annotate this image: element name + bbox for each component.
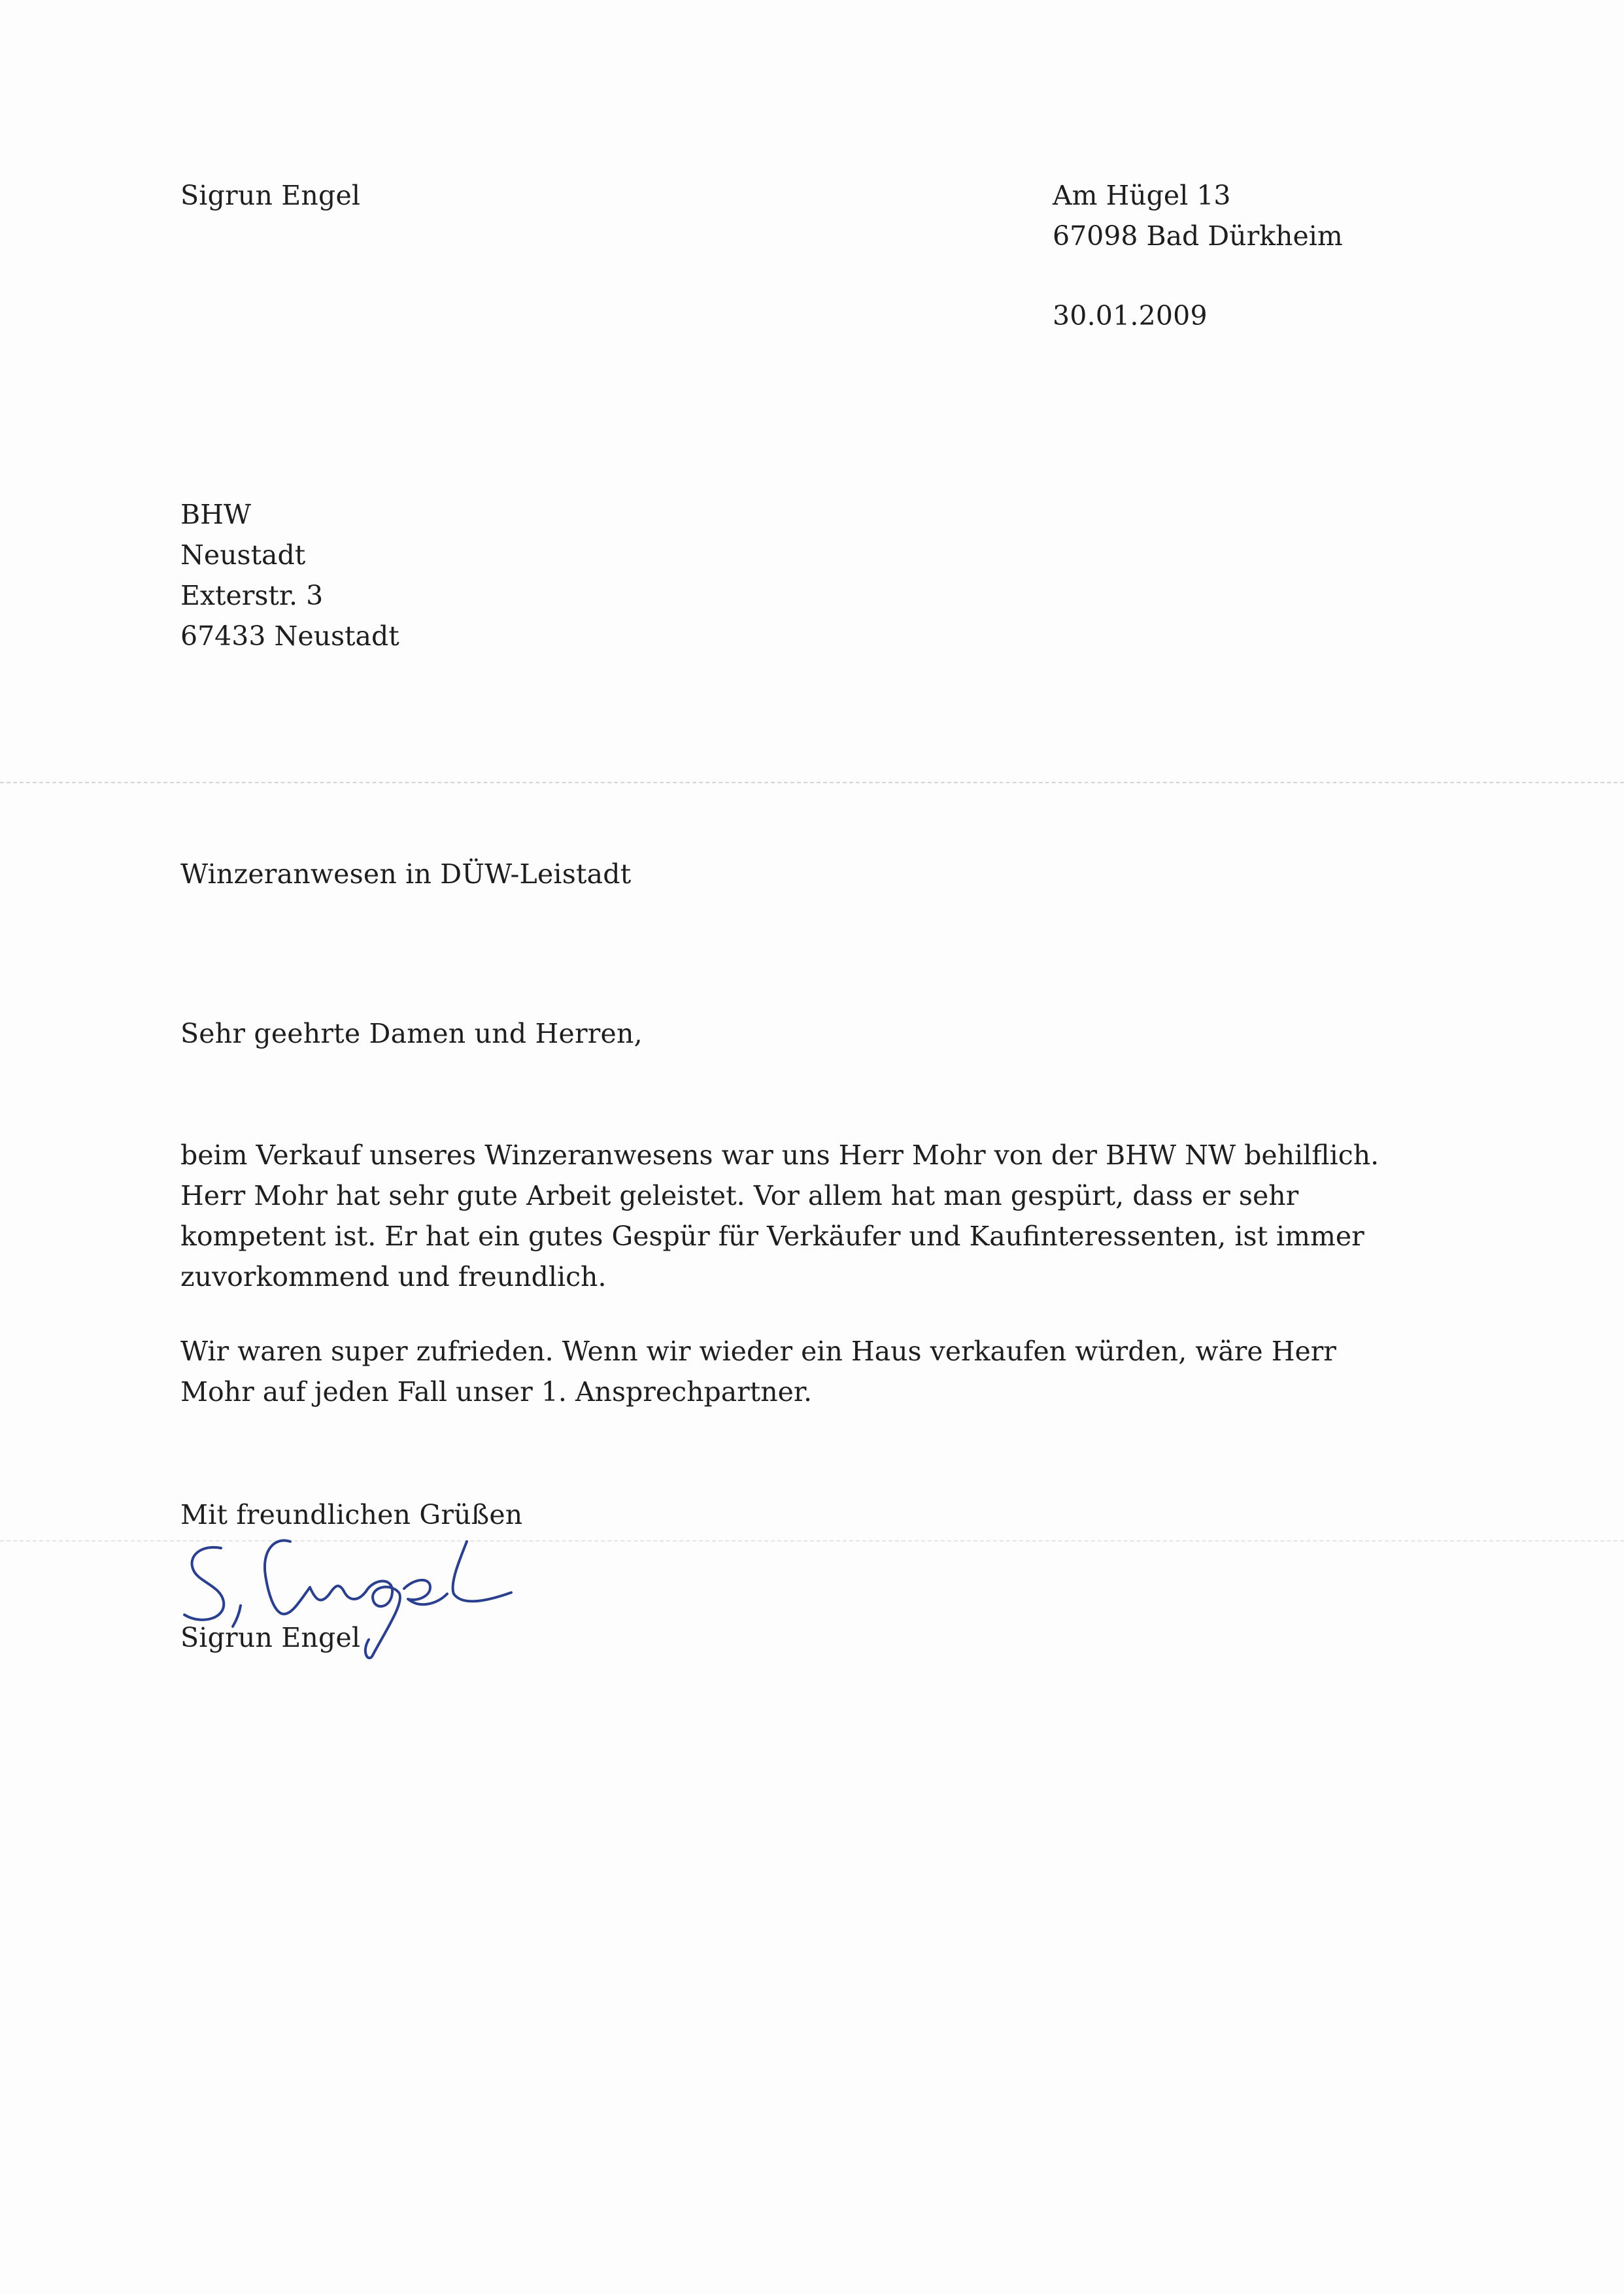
- body-line: Wir waren super zufrieden. Wenn wir wieder ein Haus verkaufen würden, wäre Herr: [180, 1336, 1336, 1367]
- paper-fold-line: [0, 782, 1624, 783]
- closing-phrase: Mit freundlichen Grüßen: [180, 1499, 523, 1530]
- recipient-line: BHW: [180, 499, 252, 530]
- sender-city: 67098 Bad Dürkheim: [1053, 220, 1343, 252]
- salutation: Sehr geehrte Damen und Herren,: [180, 1018, 643, 1049]
- body-paragraph-1: [180, 1135, 1379, 1297]
- recipient-line: Exterstr. 3: [180, 580, 324, 611]
- letter-date: 30.01.2009: [1053, 300, 1208, 331]
- recipient-line: Neustadt: [180, 539, 306, 571]
- letter-subject: Winzeranwesen in DÜW-Leistadt: [180, 858, 632, 890]
- sender-address: [1053, 175, 1343, 256]
- body-line: zuvorkommend und freundlich.: [180, 1261, 607, 1292]
- sender-name: Sigrun Engel: [180, 180, 361, 211]
- recipient-address: [180, 494, 399, 656]
- sender-street: Am Hügel 13: [1053, 180, 1231, 211]
- body-line: beim Verkauf unseres Winzeranwesens war uns Herr Mohr von der BHW NW behilflich.: [180, 1139, 1379, 1171]
- signer-name: Sigrun Engel: [180, 1622, 361, 1653]
- body-paragraph-2: [180, 1331, 1336, 1412]
- body-line: kompetent ist. Er hat ein gutes Gespür für Verkäufer und Kaufinteressenten, ist immer: [180, 1221, 1364, 1252]
- body-line: Mohr auf jeden Fall unser 1. Ansprechpartner.: [180, 1376, 813, 1408]
- body-line: Herr Mohr hat sehr gute Arbeit geleistet. Vor allem hat man gespürt, dass er sehr: [180, 1180, 1299, 1211]
- recipient-line: 67433 Neustadt: [180, 620, 399, 652]
